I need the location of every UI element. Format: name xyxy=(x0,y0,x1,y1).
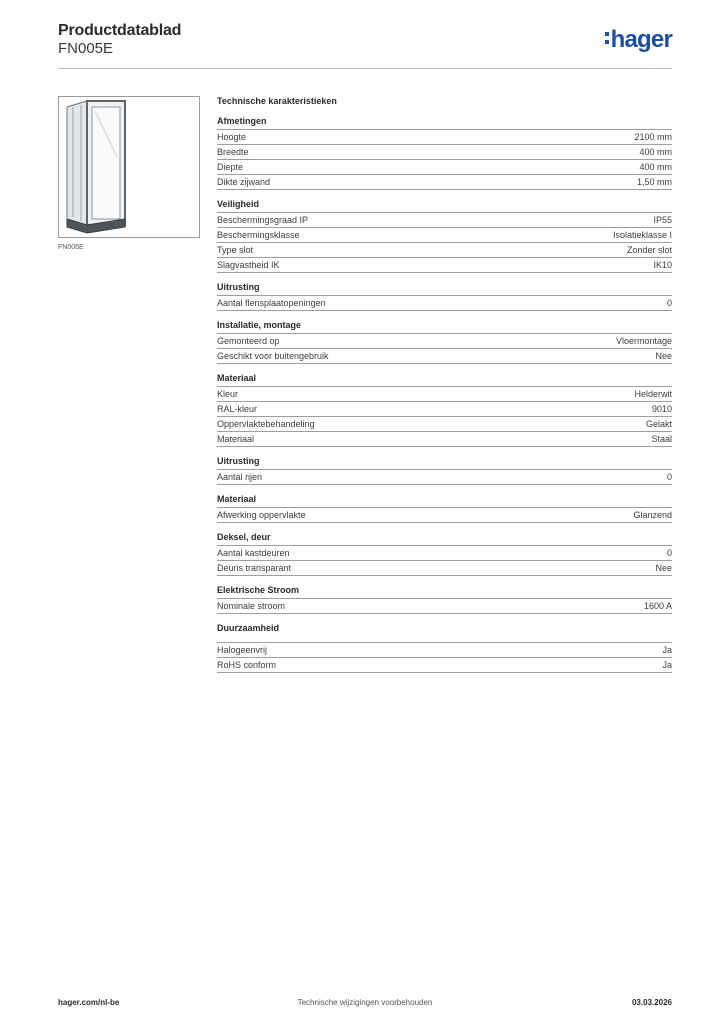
row-label: Gemonteerd op xyxy=(217,336,280,346)
table-row xyxy=(217,417,672,432)
table-row xyxy=(217,145,672,160)
section-veiligheid xyxy=(217,198,672,273)
page-footer xyxy=(58,998,672,1012)
row-value: Helderwit xyxy=(634,389,672,399)
page-header xyxy=(58,20,672,69)
row-label: Afwerking oppervlakte xyxy=(217,510,306,520)
row-value: 1600 A xyxy=(643,601,672,611)
footer-date: 03.03.2026 xyxy=(631,998,672,1007)
section-uitrusting xyxy=(217,281,672,311)
row-label: Aantal rijen xyxy=(217,472,263,482)
table-row xyxy=(217,432,672,447)
section-title: Uitrusting xyxy=(217,455,672,470)
row-label: Geschikt voor buitengebruik xyxy=(217,351,329,361)
row-value: IP55 xyxy=(653,215,672,225)
row-label: RoHS conform xyxy=(217,660,277,670)
row-label: Halogeenvrij xyxy=(217,645,268,655)
row-value: IK10 xyxy=(653,260,672,270)
row-label: Beschermingsgraad IP xyxy=(217,215,309,225)
row-value: Staal xyxy=(651,434,672,444)
section-duurzaamheid xyxy=(217,622,672,673)
section-title: Veiligheid xyxy=(217,198,672,213)
logo-text: hager xyxy=(610,26,672,53)
table-row xyxy=(217,402,672,417)
cabinet-frame-image xyxy=(58,96,200,238)
section-afmetingen xyxy=(217,115,672,190)
section-elektrische-stroom xyxy=(217,584,672,614)
header-divider xyxy=(58,68,672,69)
table-row xyxy=(217,296,672,311)
row-value: Ja xyxy=(662,660,672,670)
row-label: Aantal flensplaatopeningen xyxy=(217,298,326,308)
section-title: Elektrische Stroom xyxy=(217,584,672,599)
row-value: 2100 mm xyxy=(634,132,672,142)
row-label: Kleur xyxy=(217,389,239,399)
row-value: Zonder slot xyxy=(626,245,672,255)
table-row xyxy=(217,508,672,523)
section-materiaal-2 xyxy=(217,493,672,523)
spec-table xyxy=(217,94,672,681)
row-value: Vloermontage xyxy=(615,336,672,346)
logo-dots-icon xyxy=(605,32,609,46)
table-row xyxy=(217,160,672,175)
table-row xyxy=(217,228,672,243)
row-value: Isolatieklasse I xyxy=(612,230,672,240)
image-caption: FN006E xyxy=(58,244,84,251)
table-row xyxy=(217,213,672,228)
row-value: 0 xyxy=(666,298,672,308)
table-row xyxy=(217,130,672,145)
section-deksel-deur xyxy=(217,531,672,576)
row-label: RAL-kleur xyxy=(217,404,258,414)
table-row xyxy=(217,334,672,349)
table-row xyxy=(217,258,672,273)
table-row xyxy=(217,658,672,673)
table-row xyxy=(217,561,672,576)
footer-notice: Technische wijzigingen voorbehouden xyxy=(297,998,433,1007)
row-label: Oppervlaktebehandeling xyxy=(217,419,315,429)
document-title: Productdatablad xyxy=(58,22,182,39)
row-value: Gelakt xyxy=(645,419,672,429)
row-value: Nee xyxy=(655,351,672,361)
section-materiaal xyxy=(217,372,672,447)
row-value: 1,50 mm xyxy=(636,177,672,187)
row-value: 400 mm xyxy=(639,147,672,157)
section-title: Afmetingen xyxy=(217,115,672,130)
row-value: Glanzend xyxy=(633,510,672,520)
row-label: Beschermingsklasse xyxy=(217,230,300,240)
row-value: Nee xyxy=(655,563,672,573)
table-row xyxy=(217,349,672,364)
row-value: 400 mm xyxy=(639,162,672,172)
cabinet-illustration-icon xyxy=(59,97,199,237)
product-code: FN005E xyxy=(58,40,114,57)
row-label: Diepte xyxy=(217,162,244,172)
row-label: Deuris transparant xyxy=(217,563,292,573)
row-label: Materiaal xyxy=(217,434,255,444)
row-label: Breedte xyxy=(217,147,249,157)
table-row xyxy=(217,387,672,402)
row-label: Dikte zijwand xyxy=(217,177,271,187)
section-title: Deksel, deur xyxy=(217,531,672,546)
row-label: Type slot xyxy=(217,245,254,255)
hager-logo xyxy=(605,26,672,54)
table-row xyxy=(217,470,672,485)
row-value: 0 xyxy=(666,472,672,482)
table-row xyxy=(217,175,672,190)
section-title: Installatie, montage xyxy=(217,319,672,334)
section-title: Duurzaamheid xyxy=(217,622,672,643)
table-row xyxy=(217,643,672,658)
footer-website-link[interactable]: hager.com/nl-be xyxy=(58,998,120,1007)
section-uitrusting-2 xyxy=(217,455,672,485)
row-label: Nominale stroom xyxy=(217,601,286,611)
row-value: Ja xyxy=(662,645,672,655)
row-value: 9010 xyxy=(651,404,672,414)
row-label: Aantal kastdeuren xyxy=(217,548,290,558)
section-title: Materiaal xyxy=(217,372,672,387)
section-title: Materiaal xyxy=(217,493,672,508)
table-row xyxy=(217,599,672,614)
row-value: 0 xyxy=(666,548,672,558)
table-row xyxy=(217,546,672,561)
row-label: Slagvastheid IK xyxy=(217,260,280,270)
section-installatie-montage xyxy=(217,319,672,364)
spec-heading: Technische karakteristieken xyxy=(217,96,337,106)
row-label: Hoogte xyxy=(217,132,247,142)
table-row xyxy=(217,243,672,258)
section-title: Uitrusting xyxy=(217,281,672,296)
